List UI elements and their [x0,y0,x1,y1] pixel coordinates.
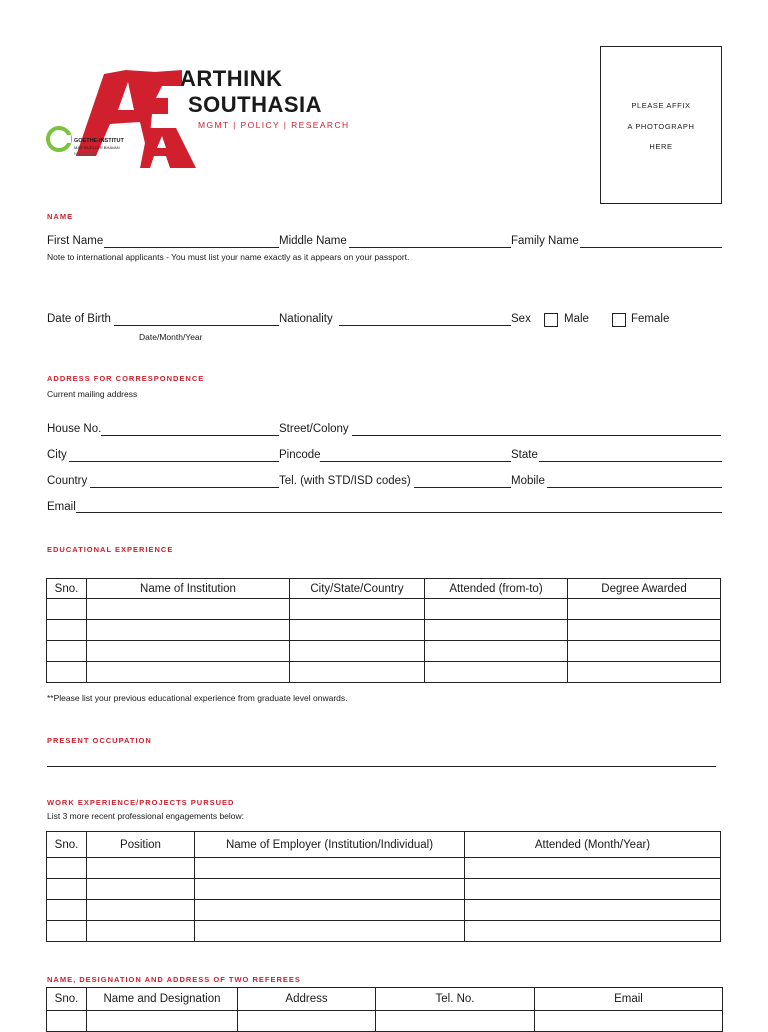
education-col-sno: Sno. [47,579,87,599]
nationality-label: Nationality [279,313,333,325]
table-cell[interactable] [425,599,568,620]
table-row [47,599,721,620]
table-cell[interactable] [87,620,290,641]
table-cell[interactable] [568,599,721,620]
dob-label: Date of Birth [47,313,111,325]
referees-col-sno: Sno. [47,988,87,1011]
referees-col-address: Address [238,988,376,1011]
photo-box-line1: PLEASE AFFIX [631,101,691,110]
table-row [47,921,721,942]
table-cell[interactable] [290,599,425,620]
country-field[interactable] [90,487,279,488]
city-field[interactable] [69,461,279,462]
table-cell[interactable] [425,641,568,662]
occupation-field[interactable] [47,766,716,767]
brand-tagline: MGMT | POLICY | RESEARCH [198,120,350,130]
work-col-attended: Attended (Month/Year) [465,832,721,858]
work-col-employer: Name of Employer (Institution/Individual) [195,832,465,858]
table-row [47,858,721,879]
education-col-location: City/State/Country [290,579,425,599]
table-cell[interactable] [47,599,87,620]
tel-label: Tel. (with STD/ISD codes) [279,475,411,487]
arthink-logo [44,64,364,176]
partner-subname: MAX MUELLER BHAVAN [74,145,120,150]
referees-col-name: Name and Designation [87,988,238,1011]
education-col-attended: Attended (from-to) [425,579,568,599]
photo-box-line2: A PHOTOGRAPH [627,122,695,131]
dob-field[interactable] [114,325,279,326]
first-name-label: First Name [47,235,104,247]
work-col-sno: Sno. [47,832,87,858]
table-cell[interactable] [195,858,465,879]
table-cell[interactable] [87,599,290,620]
name-section-heading: NAME [47,212,74,221]
dob-hint: Date/Month/Year [139,332,203,342]
work-table [46,831,721,942]
table-cell[interactable] [87,879,195,900]
table-cell[interactable] [87,858,195,879]
table-cell[interactable] [376,1011,535,1032]
email-label: Email [47,501,76,513]
city-label: City [47,449,67,461]
education-header-row [47,579,721,599]
mobile-field[interactable] [547,487,722,488]
table-cell[interactable] [568,620,721,641]
table-cell[interactable] [195,921,465,942]
female-label: Female [631,313,670,325]
table-cell[interactable] [47,900,87,921]
brand-title-line1: ARTHINK [180,66,283,91]
occupation-section-heading: PRESENT OCCUPATION [47,736,152,745]
photo-box-line3: HERE [649,142,673,151]
table-cell[interactable] [535,1011,723,1032]
table-row [47,641,721,662]
pincode-label: Pincode [279,449,321,461]
table-cell[interactable] [87,921,195,942]
sex-label: Sex [511,313,531,325]
table-cell[interactable] [465,879,721,900]
pincode-field[interactable] [320,461,511,462]
table-cell[interactable] [290,641,425,662]
middle-name-label: Middle Name [279,235,347,247]
name-note: Note to international applicants - You must list your name exactly as it appears on your passport. [47,252,410,262]
family-name-label: Family Name [511,235,579,247]
male-label: Male [564,313,589,325]
photo-box[interactable] [600,46,722,204]
work-col-position: Position [87,832,195,858]
table-cell[interactable] [87,1011,238,1032]
brand-title-line2: SOUTHASIA [188,92,323,117]
table-cell[interactable] [87,662,290,683]
goethe-institut-icon [46,126,72,152]
nationality-field[interactable] [339,325,511,326]
table-cell[interactable] [425,662,568,683]
referees-col-tel: Tel. No. [376,988,535,1011]
table-cell[interactable] [47,921,87,942]
education-table [46,578,721,683]
table-cell[interactable] [195,900,465,921]
partner-city: NEW DELHI [74,151,97,156]
table-cell[interactable] [47,858,87,879]
table-cell[interactable] [87,900,195,921]
table-cell[interactable] [47,879,87,900]
referees-col-email: Email [535,988,723,1011]
house-no-field[interactable] [101,435,279,436]
table-row [47,900,721,921]
education-note: **Please list your previous educational experience from graduate level onwards. [47,693,348,703]
table-cell[interactable] [290,662,425,683]
work-header-row [47,832,721,858]
work-subheading: List 3 more recent professional engagements below: [47,811,245,821]
middle-name-field[interactable] [349,247,511,248]
table-cell[interactable] [47,620,87,641]
partner-logo [46,126,136,164]
table-cell[interactable] [425,620,568,641]
table-row [47,662,721,683]
referees-table [46,987,723,1032]
table-row [47,1011,723,1032]
table-cell[interactable] [465,900,721,921]
table-row [47,879,721,900]
referees-section-heading: NAME, DESIGNATION AND ADDRESS OF TWO REFEREES [47,975,301,984]
house-no-label: House No. [47,423,102,435]
table-cell[interactable] [47,1011,87,1032]
family-name-field[interactable] [580,247,722,248]
email-field[interactable] [76,512,722,513]
table-cell[interactable] [465,858,721,879]
street-field[interactable] [352,435,721,436]
street-label: Street/Colony [279,423,349,435]
state-label: State [511,449,538,461]
table-cell[interactable] [568,662,721,683]
table-row [47,620,721,641]
work-section-heading: WORK EXPERIENCE/PROJECTS PURSUED [47,798,235,807]
address-section-heading: ADDRESS FOR CORRESPONDENCE [47,374,205,383]
state-field[interactable] [539,461,722,462]
address-subheading: Current mailing address [47,389,138,399]
table-cell[interactable] [195,879,465,900]
table-cell[interactable] [568,641,721,662]
table-cell[interactable] [87,641,290,662]
referees-header-row [47,988,723,1011]
mobile-label: Mobile [511,475,545,487]
education-section-heading: EDUCATIONAL EXPERIENCE [47,545,174,554]
partner-name: GOETHE-INSTITUT [74,138,124,144]
table-cell[interactable] [238,1011,376,1032]
table-cell[interactable] [465,921,721,942]
first-name-field[interactable] [104,247,279,248]
education-col-degree: Degree Awarded [568,579,721,599]
table-cell[interactable] [47,662,87,683]
tel-field[interactable] [414,487,511,488]
country-label: Country [47,475,88,487]
female-checkbox[interactable] [612,313,626,327]
education-col-institution: Name of Institution [87,579,290,599]
male-checkbox[interactable] [544,313,558,327]
table-cell[interactable] [47,641,87,662]
table-cell[interactable] [290,620,425,641]
